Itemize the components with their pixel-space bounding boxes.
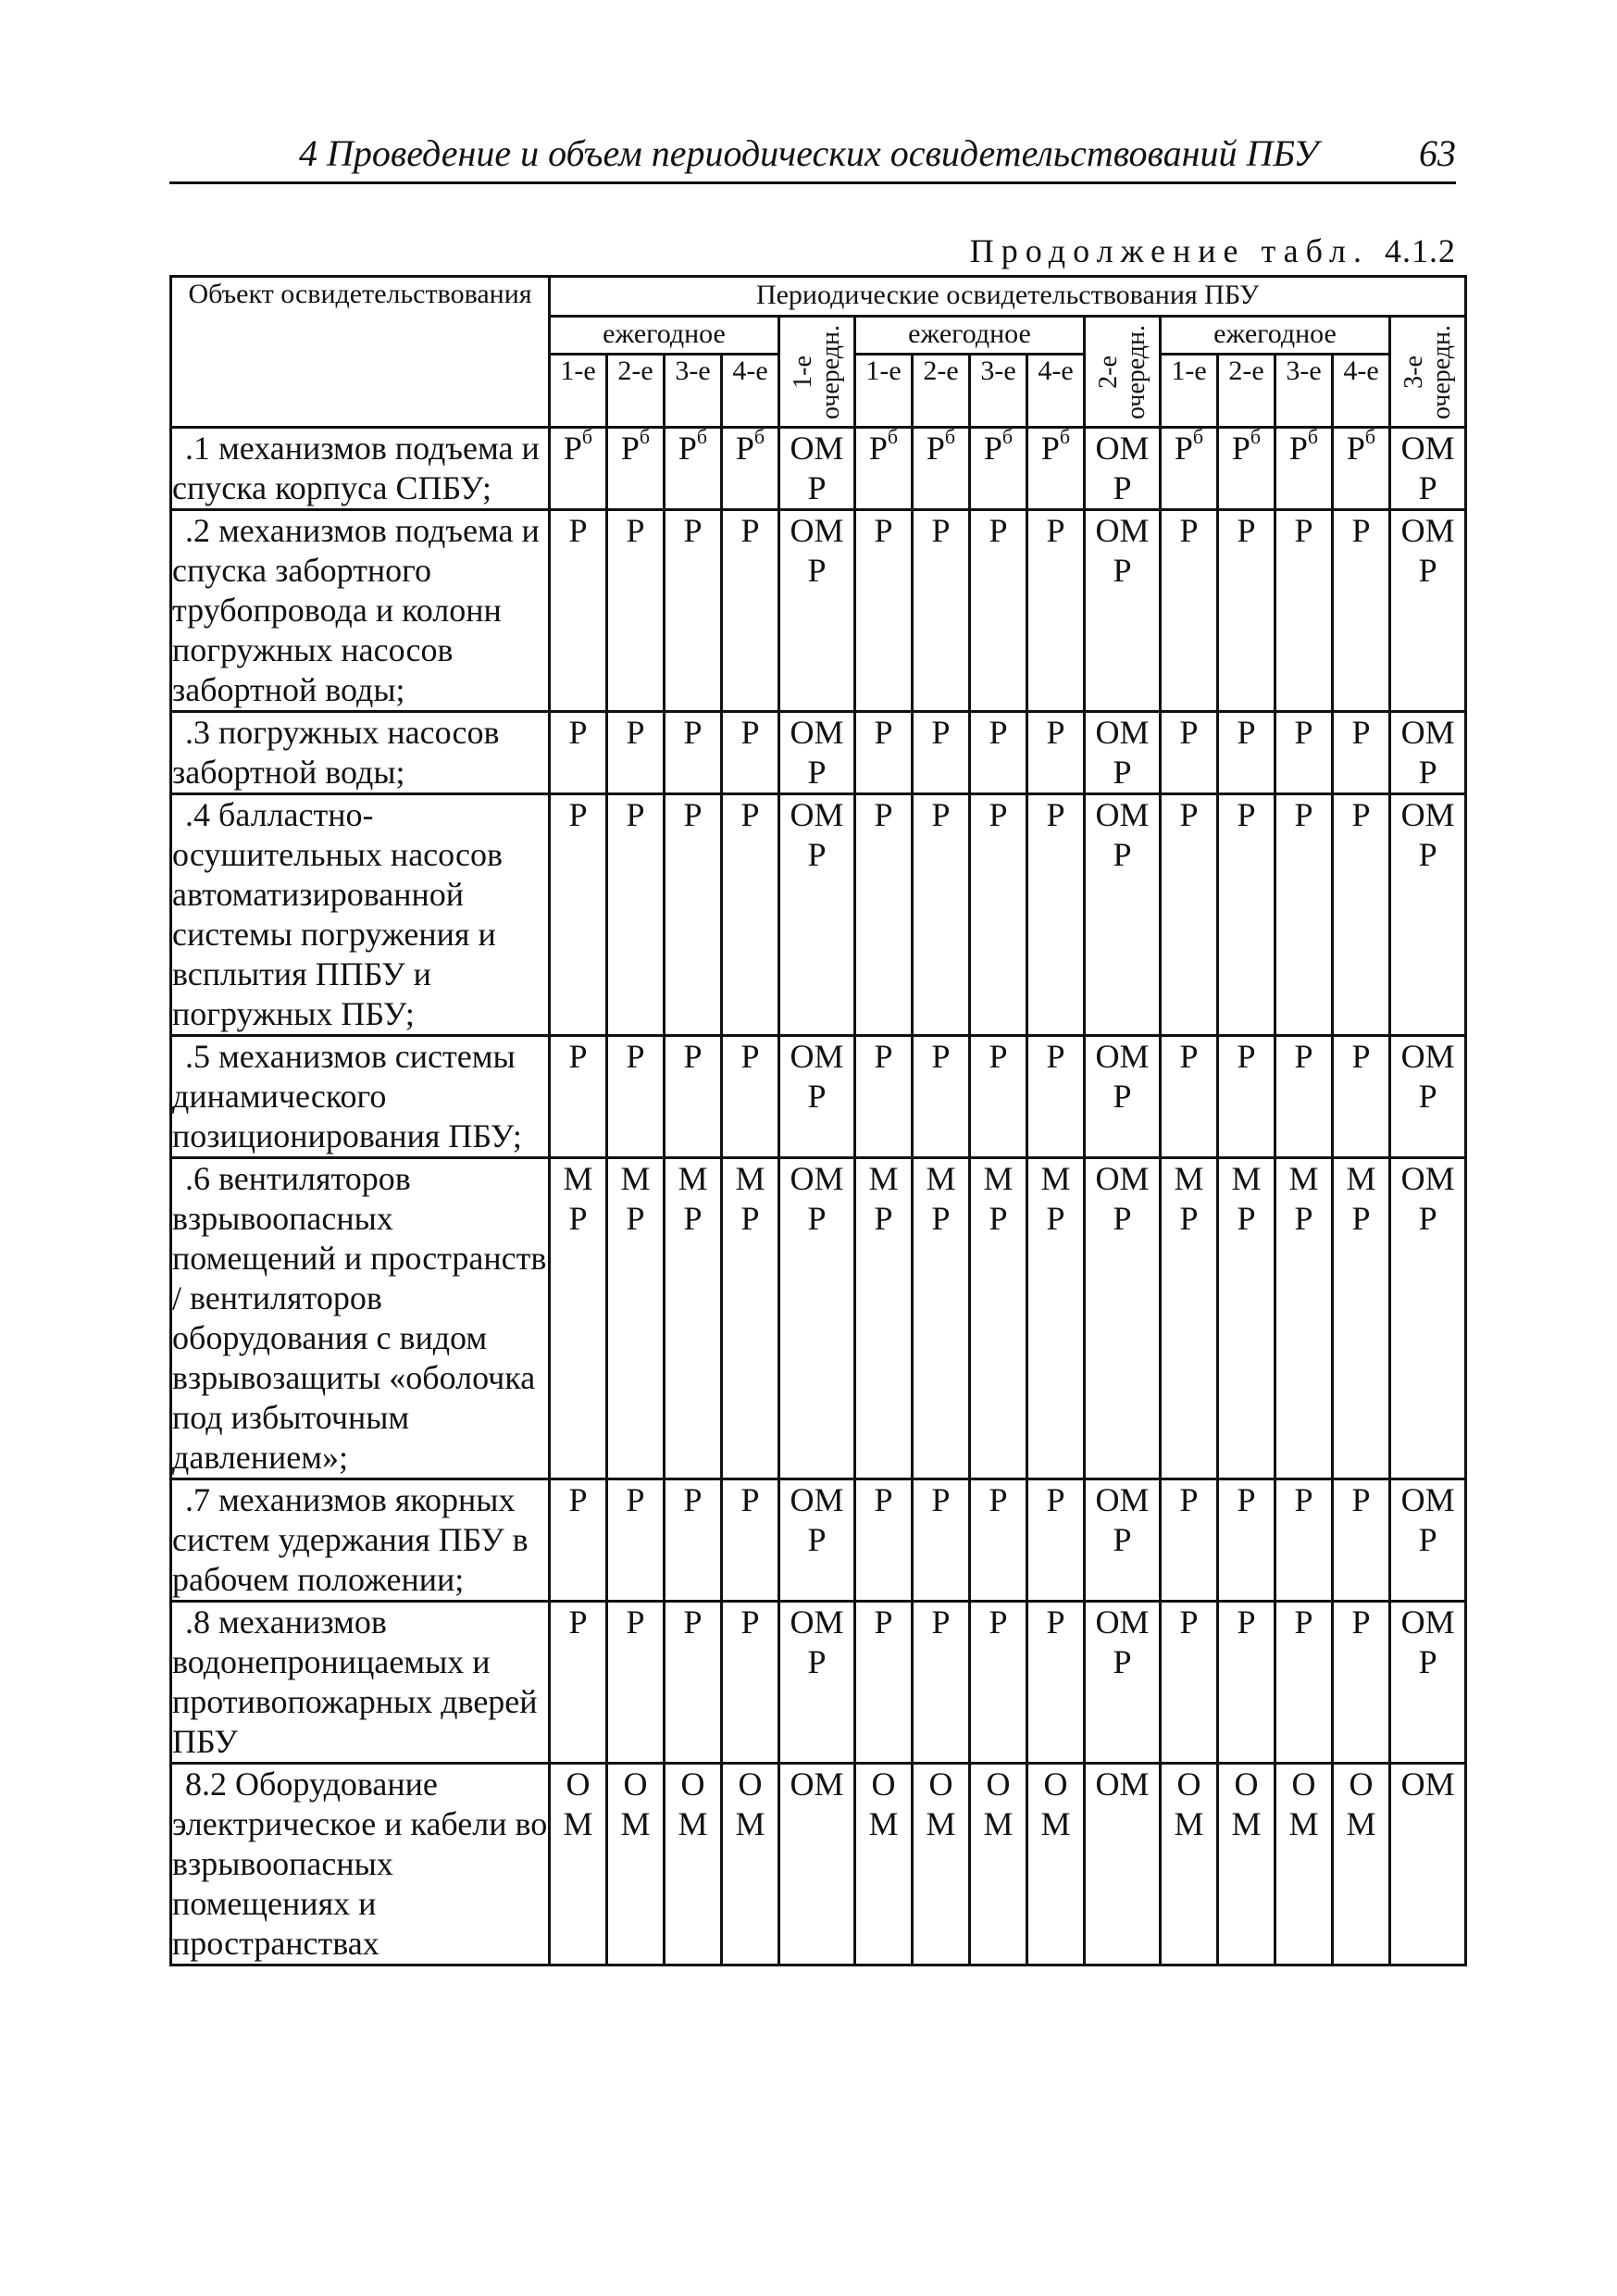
object-description: .5 механизмов системы динамического позиционирования ПБУ; xyxy=(171,1036,550,1158)
survey-cell: Р xyxy=(1333,1602,1390,1764)
survey-cell: $Р^б$ xyxy=(1333,428,1390,510)
survey-cell: Р xyxy=(607,1602,665,1764)
survey-cell: О М xyxy=(1333,1764,1390,1965)
survey-cell: Р xyxy=(550,712,607,794)
regular-survey-cell: ОМ Р xyxy=(779,510,855,712)
survey-cell: М Р xyxy=(722,1158,779,1479)
survey-cell: $Р^б$ xyxy=(722,428,779,510)
regular-survey-cell: ОМ xyxy=(1085,1764,1161,1965)
regular-survey-label: 2-е очередн. xyxy=(1093,324,1151,419)
survey-cell: Р xyxy=(970,1602,1027,1764)
survey-cell: Р xyxy=(665,510,722,712)
survey-cell: Р xyxy=(665,794,722,1036)
survey-cell: $Р^б$ xyxy=(970,428,1027,510)
regular-survey-cell: ОМ Р xyxy=(1085,428,1161,510)
table-row xyxy=(171,1479,1466,1602)
regular-survey-cell: ОМ Р xyxy=(1085,1602,1161,1764)
regular-survey-cell: ОМ Р xyxy=(1390,794,1466,1036)
survey-cell: Р xyxy=(970,1479,1027,1602)
survey-cell: Р xyxy=(970,794,1027,1036)
object-description: 8.2 Оборудование электрическое и кабели во взрывоопасных помещениях и пространствах xyxy=(171,1764,550,1965)
survey-cell: О М xyxy=(1161,1764,1218,1965)
regular-survey-header xyxy=(1085,317,1161,428)
annual-number-header: 3-е xyxy=(970,355,1027,428)
survey-cell: $Р^б$ xyxy=(550,428,607,510)
survey-cell: Р xyxy=(1161,510,1218,712)
regular-survey-cell: ОМ xyxy=(1390,1764,1466,1965)
survey-cell: Р xyxy=(1333,712,1390,794)
survey-cell: Р xyxy=(665,712,722,794)
regular-survey-cell: ОМ Р xyxy=(1390,1479,1466,1602)
survey-cell: Р xyxy=(1333,510,1390,712)
survey-cell: Р xyxy=(550,510,607,712)
survey-cell: Р xyxy=(722,712,779,794)
table-row xyxy=(171,428,1466,510)
page-number: 63 xyxy=(1419,132,1456,174)
survey-cell: Р xyxy=(722,1479,779,1602)
regular-survey-cell: ОМ Р xyxy=(779,1158,855,1479)
annual-number-header: 4-е xyxy=(722,355,779,428)
survey-cell: Р xyxy=(1275,1036,1333,1158)
regular-survey-cell: ОМ xyxy=(779,1764,855,1965)
regular-survey-cell: ОМ Р xyxy=(779,794,855,1036)
survey-cell: $Р^б$ xyxy=(1218,428,1275,510)
regular-survey-cell: ОМ Р xyxy=(779,1036,855,1158)
survey-cell: Р xyxy=(550,1602,607,1764)
survey-cell: Р xyxy=(1027,712,1085,794)
annual-number-header: 3-е xyxy=(1275,355,1333,428)
annual-number-header: 4-е xyxy=(1027,355,1085,428)
annual-number-header: 1-е xyxy=(855,355,913,428)
survey-cell: М Р xyxy=(1333,1158,1390,1479)
survey-cell: М Р xyxy=(913,1158,970,1479)
survey-cell: Р xyxy=(1275,794,1333,1036)
survey-cell: Р xyxy=(1333,794,1390,1036)
survey-cell: О М xyxy=(855,1764,913,1965)
object-description: .2 механизмов подъема и спуска забортного трубопровода и колонн погружных насосов забортной воды; xyxy=(171,510,550,712)
survey-cell: Р xyxy=(913,1602,970,1764)
survey-cell: М Р xyxy=(550,1158,607,1479)
annual-number-header: 1-е xyxy=(1161,355,1218,428)
survey-cell: Р xyxy=(913,794,970,1036)
regular-survey-cell: ОМ Р xyxy=(1085,712,1161,794)
object-description: .1 механизмов подъема и спуска корпуса СПБУ; xyxy=(171,428,550,510)
survey-cell: Р xyxy=(607,712,665,794)
object-description: .8 механизмов водонепроницаемых и противопожарных дверей ПБУ xyxy=(171,1602,550,1764)
survey-cell: Р xyxy=(550,1036,607,1158)
survey-cell: Р xyxy=(855,1602,913,1764)
survey-cell: $Р^б$ xyxy=(855,428,913,510)
survey-cell: Р xyxy=(665,1602,722,1764)
survey-cell: Р xyxy=(970,510,1027,712)
object-description: .4 балластно-осушительных насосов автоматизированной системы погружения и всплытия ППБУ и погружных ПБУ; xyxy=(171,794,550,1036)
regular-survey-label: 1-е очередн. xyxy=(788,324,845,419)
annual-group-header: ежегодное xyxy=(855,317,1085,355)
survey-cell: О М xyxy=(550,1764,607,1965)
survey-cell: М Р xyxy=(1275,1158,1333,1479)
survey-cell: Р xyxy=(607,794,665,1036)
survey-cell: Р xyxy=(722,794,779,1036)
survey-cell: Р xyxy=(1027,1036,1085,1158)
survey-cell: О М xyxy=(970,1764,1027,1965)
survey-cell: Р xyxy=(550,1479,607,1602)
regular-survey-cell: ОМ Р xyxy=(779,1479,855,1602)
page-header xyxy=(169,130,1456,184)
survey-cell: М Р xyxy=(970,1158,1027,1479)
survey-cell: Р xyxy=(1218,1479,1275,1602)
regular-survey-cell: ОМ Р xyxy=(779,1602,855,1764)
survey-cell: Р xyxy=(1027,1602,1085,1764)
survey-cell: О М xyxy=(607,1764,665,1965)
regular-survey-cell: ОМ Р xyxy=(1390,712,1466,794)
caption-word: Продолжение табл. xyxy=(969,232,1369,269)
survey-cell: Р xyxy=(607,510,665,712)
survey-cell: Р xyxy=(1161,794,1218,1036)
survey-cell: Р xyxy=(1218,1602,1275,1764)
survey-cell: Р xyxy=(665,1479,722,1602)
periodic-header: Периодические освидетельствования ПБУ xyxy=(550,277,1466,317)
survey-cell: Р xyxy=(1218,1036,1275,1158)
survey-cell: М Р xyxy=(855,1158,913,1479)
annual-number-header: 2-е xyxy=(607,355,665,428)
survey-cell: Р xyxy=(607,1479,665,1602)
regular-survey-header xyxy=(779,317,855,428)
survey-cell: О М xyxy=(665,1764,722,1965)
annual-number-header: 2-е xyxy=(913,355,970,428)
regular-survey-cell: ОМ Р xyxy=(1390,428,1466,510)
regular-survey-cell: ОМ Р xyxy=(1085,794,1161,1036)
survey-cell: Р xyxy=(1161,712,1218,794)
survey-cell: Р xyxy=(855,1036,913,1158)
survey-cell: Р xyxy=(665,1036,722,1158)
table-row xyxy=(171,794,1466,1036)
survey-cell: Р xyxy=(855,712,913,794)
survey-cell: Р xyxy=(1218,794,1275,1036)
survey-cell: Р xyxy=(1027,1479,1085,1602)
running-title: 4 Проведение и объем периодических освидетельствований ПБУ xyxy=(299,132,1319,174)
survey-cell: Р xyxy=(1218,712,1275,794)
regular-survey-cell: ОМ Р xyxy=(1085,510,1161,712)
survey-cell: О М xyxy=(1275,1764,1333,1965)
survey-cell: Р xyxy=(550,794,607,1036)
survey-cell: Р xyxy=(913,1479,970,1602)
survey-cell: Р xyxy=(1275,1479,1333,1602)
survey-cell: $Р^б$ xyxy=(607,428,665,510)
survey-cell: М Р xyxy=(665,1158,722,1479)
table-row xyxy=(171,510,1466,712)
survey-cell: $Р^б$ xyxy=(1161,428,1218,510)
annual-group-header: ежегодное xyxy=(550,317,779,355)
annual-number-header: 4-е xyxy=(1333,355,1390,428)
survey-cell: М Р xyxy=(1218,1158,1275,1479)
regular-survey-cell: ОМ Р xyxy=(1085,1158,1161,1479)
regular-survey-cell: ОМ Р xyxy=(1390,1158,1466,1479)
survey-cell: Р xyxy=(855,1479,913,1602)
survey-cell: Р xyxy=(970,1036,1027,1158)
survey-cell: Р xyxy=(1333,1479,1390,1602)
survey-cell: $Р^б$ xyxy=(913,428,970,510)
survey-cell: Р xyxy=(913,1036,970,1158)
annual-number-header: 2-е xyxy=(1218,355,1275,428)
table-caption xyxy=(970,231,1456,270)
survey-cell: Р xyxy=(607,1036,665,1158)
survey-cell: Р xyxy=(1027,510,1085,712)
survey-table xyxy=(169,275,1467,1966)
survey-cell: Р xyxy=(855,794,913,1036)
survey-cell: Р xyxy=(722,510,779,712)
regular-survey-cell: ОМ Р xyxy=(1390,510,1466,712)
survey-cell: Р xyxy=(1161,1479,1218,1602)
annual-group-header: ежегодное xyxy=(1161,317,1390,355)
survey-cell: Р xyxy=(722,1602,779,1764)
caption-ref: 4.1.2 xyxy=(1385,232,1456,269)
annual-number-header: 3-е xyxy=(665,355,722,428)
survey-cell: О М xyxy=(1218,1764,1275,1965)
survey-cell: М Р xyxy=(607,1158,665,1479)
table-row xyxy=(171,1158,1466,1479)
survey-cell: Р xyxy=(1161,1602,1218,1764)
survey-cell: Р xyxy=(913,712,970,794)
regular-survey-cell: ОМ Р xyxy=(1390,1036,1466,1158)
table-row xyxy=(171,712,1466,794)
table-row xyxy=(171,1602,1466,1764)
survey-cell: О М xyxy=(1027,1764,1085,1965)
regular-survey-cell: ОМ Р xyxy=(779,712,855,794)
regular-survey-cell: ОМ Р xyxy=(1085,1036,1161,1158)
survey-cell: О М xyxy=(722,1764,779,1965)
table-row xyxy=(171,1036,1466,1158)
regular-survey-cell: ОМ Р xyxy=(1085,1479,1161,1602)
regular-survey-cell: ОМ Р xyxy=(779,428,855,510)
object-description: .7 механизмов якорных систем удержания ПБУ в рабочем положении; xyxy=(171,1479,550,1602)
survey-cell: $Р^б$ xyxy=(1027,428,1085,510)
survey-cell: Р xyxy=(1027,794,1085,1036)
survey-cell: О М xyxy=(913,1764,970,1965)
object-header: Объект освидетельствования xyxy=(171,277,550,428)
survey-cell: Р xyxy=(1218,510,1275,712)
regular-survey-header xyxy=(1390,317,1466,428)
annual-number-header: 1-е xyxy=(550,355,607,428)
survey-cell: Р xyxy=(913,510,970,712)
survey-cell: М Р xyxy=(1027,1158,1085,1479)
table-row xyxy=(171,1764,1466,1965)
survey-cell: Р xyxy=(1275,1602,1333,1764)
survey-cell: М Р xyxy=(1161,1158,1218,1479)
survey-cell: Р xyxy=(855,510,913,712)
object-description: .6 вентиляторов взрывоопасных помещений и пространств / вентиляторов оборудования с видом взрывозащиты «оболочка под избыточным давлением»; xyxy=(171,1158,550,1479)
survey-cell: Р xyxy=(722,1036,779,1158)
survey-cell: $Р^б$ xyxy=(665,428,722,510)
survey-cell: Р xyxy=(1161,1036,1218,1158)
survey-cell: Р xyxy=(1333,1036,1390,1158)
regular-survey-label: 3-е очередн. xyxy=(1399,324,1456,419)
survey-cell: Р xyxy=(1275,712,1333,794)
object-description: .3 погружных насосов забортной воды; xyxy=(171,712,550,794)
survey-cell: Р xyxy=(970,712,1027,794)
regular-survey-cell: ОМ Р xyxy=(1390,1602,1466,1764)
survey-cell: $Р^б$ xyxy=(1275,428,1333,510)
survey-cell: Р xyxy=(1275,510,1333,712)
